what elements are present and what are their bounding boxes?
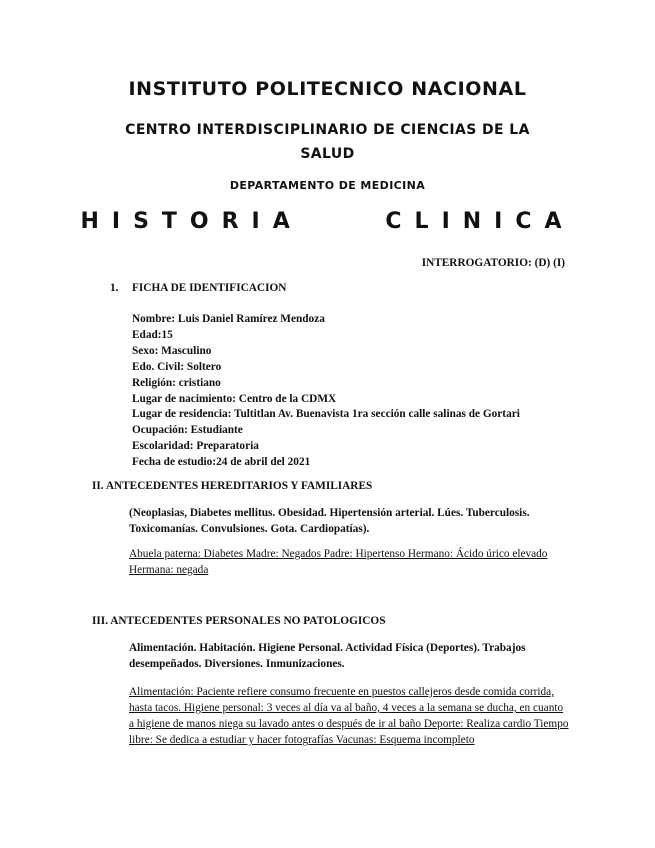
field-religion: Religión: cristiano xyxy=(132,376,221,389)
field-lugar-residencia: Lugar de residencia: Tultitlan Av. Buenavista 1ra sección calle salinas de Gortari xyxy=(132,408,520,421)
section1-title: FICHA DE IDENTIFICACION xyxy=(132,282,287,294)
section1-heading xyxy=(110,282,286,294)
department-title: DEPARTAMENTO DE MEDICINA xyxy=(229,179,426,192)
field-escolaridad: Escolaridad: Preparatoria xyxy=(132,440,259,453)
identification-fields xyxy=(132,312,520,471)
institution-title: INSTITUTO POLITECNICO NACIONAL xyxy=(128,78,527,100)
field-fecha-estudio: Fecha de estudio:24 de abril del 2021 xyxy=(132,456,311,469)
field-edo-civil: Edo. Civil: Soltero xyxy=(132,360,222,373)
document-title: HISTORIA CLINICA xyxy=(80,209,575,234)
section2-prompt: (Neoplasias, Diabetes mellitus. Obesidad. Hipertensión arterial. Lúes. Tuberculosis. Toxicomanías. Convulsiones. Gota. Cardiopatías). xyxy=(129,507,530,535)
center-title: CENTRO INTERDISCIPLINARIO DE CIENCIAS DE LA SALUD xyxy=(125,122,530,162)
section3-prompt: Alimentación. Habitación. Higiene Personal. Actividad Física (Deportes). Trabajos desempeñados. Diversiones. Inmunizaciones. xyxy=(129,642,526,670)
field-edad: Edad:15 xyxy=(132,328,173,341)
interrogatorio-label: INTERROGATORIO: (D) (I) xyxy=(421,257,565,269)
section2-heading: II. ANTECEDENTES HEREDITARIOS Y FAMILIARES xyxy=(92,480,373,492)
field-lugar-nacimiento: Lugar de nacimiento: Centro de la CDMX xyxy=(132,392,337,405)
section3-answer: Alimentación: Paciente refiere consumo frecuente en puestos callejeros desde comida corrida, hasta tacos. Higiene personal: 3 veces al día va al baño, 4 veces a la semana se ducha, en cuanto a higiene de manos niega su lavado antes o después de ir al baño Deporte: Realiza cardio Tiempo libre: Se dedica a estudiar y hacer fotografías Vacunas: Esquema incompleto xyxy=(129,686,569,746)
section2-answer: Abuela paterna: Diabetes Madre: Negados Padre: Hipertenso Hermano: Ácido úrico elevado Hermana: negada xyxy=(129,548,548,576)
section1-number: 1. xyxy=(110,282,119,294)
field-ocupacion: Ocupación: Estudiante xyxy=(132,424,243,437)
section3-heading: III. ANTECEDENTES PERSONALES NO PATOLOGICOS xyxy=(92,615,386,627)
field-sexo: Sexo: Masculino xyxy=(132,344,212,357)
field-nombre: Nombre: Luis Daniel Ramírez Mendoza xyxy=(132,313,325,325)
